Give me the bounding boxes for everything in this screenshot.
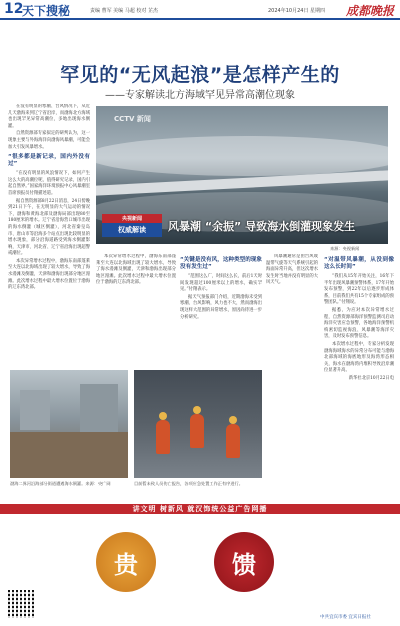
issue-date: 2024年10月24日 星期四 bbox=[268, 8, 326, 14]
section2-heading: “关键是没有风，这种类型的现象没有发生过” bbox=[180, 257, 262, 270]
body-paragraph: 据悉，为应对本次异常增水过程，自然资源部海洋预警监测司启动海洋灾害应急预警，各地海洋预警机构密切监视海浪、风暴潮等海洋灾害，及时发布预警信息。 bbox=[324, 307, 394, 340]
lead-paragraph: 在没有明显的寒潮、台风情况下，从近几天渤海来到辽宁省沿岸，而渤海北方海域也出现罕见异常高潮位，多地出现海水倒灌。 bbox=[8, 104, 90, 129]
rescuer-figure bbox=[156, 420, 170, 454]
editor-credits: 责编 曹军 美编 马超 校对 芷杰 bbox=[90, 8, 158, 14]
building-shape bbox=[80, 384, 118, 432]
left-photo-caption: 渤海二界河沿海部分街道遭遇海水倒灌。来源：央广网 bbox=[10, 481, 111, 486]
left-column bbox=[8, 104, 90, 366]
flood-water-shape bbox=[10, 432, 128, 478]
body-paragraph: “范围这么广，时间这么长，前后1天时间发现超过100厘米以上的增水，确实罕见。”付翔表示。 bbox=[180, 274, 262, 293]
body-paragraph: 本次异常增水过程中，渤海东南部蓬莱至大连以北海域出现了较大增水，导致了海水漫滩及倒灌，天津和渤海出现部分地区漫滩。此次增水过程中最大增水位置位于渤海的辽东湾北部。 bbox=[8, 258, 90, 291]
ad-banner-text: 讲文明 树新风 就汉饰统公益广告网播 bbox=[132, 505, 268, 513]
main-photo-source: 来源：央视新闻 bbox=[330, 246, 360, 251]
lead-paragraph-2: 自然资源部专家拟定的研判认为，这一现象主要与外海海洋向渤海风暴潮，可能会加大引发风暴增水。 bbox=[8, 131, 90, 150]
section1-heading: “很多都是新记录，国内外没有过” bbox=[8, 154, 90, 168]
body-paragraph: 本次增水过程中，专家分析发现渤海海域海水的异常分布可能与渤海北部海域的海底地形及海湾形态相关，海水在渤海湾内堆积导致沿岸潮位显著升高。 bbox=[324, 341, 394, 374]
newspaper-logo: 成都晚报 bbox=[345, 4, 394, 18]
center-column bbox=[180, 254, 262, 366]
masthead-bar bbox=[0, 0, 400, 20]
right-column bbox=[324, 254, 394, 500]
middle-column bbox=[96, 254, 176, 366]
badge-bottom: 权威解读 bbox=[102, 223, 162, 237]
body-paragraph: 风暴潮通常是由台风或温带气旋等天气系统引起的海面异常升高，但这次增水发生时当地并没有明显的大风天气。 bbox=[266, 254, 318, 286]
right-photo-caption: 目前暂未致人员伤亡报告，各项应急处置工作正有序进行。 bbox=[134, 481, 243, 486]
body-paragraph: “我们从15年开始关注，16年下半年出现风暴潮预警体系，17年开始发布预警，到22年以后逐步形成体系，目前我们共有15个专家组成的预警团队。”付翔说。 bbox=[324, 274, 394, 306]
section-title: 天下搜秘 bbox=[22, 4, 71, 18]
main-photo-title: 风暴潮 “余振” 导致海水倒灌现象发生 bbox=[168, 220, 356, 233]
page-number: 12 bbox=[4, 1, 24, 17]
article-headline: 罕见的“无风起浪”是怎样产生的 bbox=[60, 64, 340, 86]
center-right-column bbox=[266, 254, 318, 366]
building-shape bbox=[20, 390, 50, 430]
cctv-watermark: CCTV 新闻 bbox=[114, 115, 151, 123]
wave-shape bbox=[96, 136, 388, 176]
rescue-workers-photo bbox=[134, 370, 262, 478]
public-service-ad bbox=[0, 504, 400, 626]
qr-code[interactable] bbox=[8, 590, 36, 618]
rescuer-figure bbox=[190, 414, 204, 448]
ad-banner bbox=[0, 504, 400, 514]
section3-heading: “对温带风暴潮，从没到像这么长时间” bbox=[324, 257, 394, 270]
photo-badge bbox=[102, 214, 162, 237]
ad-footer: 中共宜宾市委 宜宾日报社 bbox=[320, 615, 371, 620]
rescuer-figure bbox=[226, 424, 240, 458]
badge-top: 央视新闻 bbox=[102, 214, 162, 223]
body-paragraph: “在没有明显的风浪情况下，如何产生这么大的高潮位呢，值得研究记录，国内引起自然界。”国家海洋环境预报中心风暴潮室首席预报员付翔描述道。 bbox=[8, 171, 90, 196]
seal-graphic-left: 贵 bbox=[96, 532, 156, 592]
body-paragraph: 据自然资源部8月22日消息，24日傍晚到21日下午，在无明显的大气运动的情况下，渤海和黄海北部及渤海局部出现80至180厘米的增水。辽宁省沿海营口城市出现的海水倒灌（城区倒灌），河北省秦皇岛市、唐山市等沿海多个站点出现比较明显的增水现象，部分沿海道路受到海水倒灌影响，天津市、河北省、辽宁省沿海出现超警戒潮位。 bbox=[8, 198, 90, 257]
seal-graphic-right: 馈 bbox=[214, 532, 274, 592]
body-paragraph: 本次异常增水过程中，渤海东南部蓬莱至大连以北海域出现了较大增水，导致了海水漫滩及倒灌，天津和渤海出现部分地区漫滩。此次增水过程中最大增水位置位于渤海的辽东湾北部。 bbox=[96, 254, 176, 286]
body-paragraph: 据天气预报部门介绍，近期渤海未受到寒潮、台风影响，风力也不大，然而渤海出现这样大范围的异常增水，原因尚待进一步分析研究。 bbox=[180, 294, 262, 320]
flooded-street-photo bbox=[10, 370, 128, 478]
article-subheadline: ——专家解读北方海域罕见异常高潮位现象 bbox=[105, 90, 295, 101]
sign-off: 新华社北京10月22日电 bbox=[348, 375, 394, 381]
